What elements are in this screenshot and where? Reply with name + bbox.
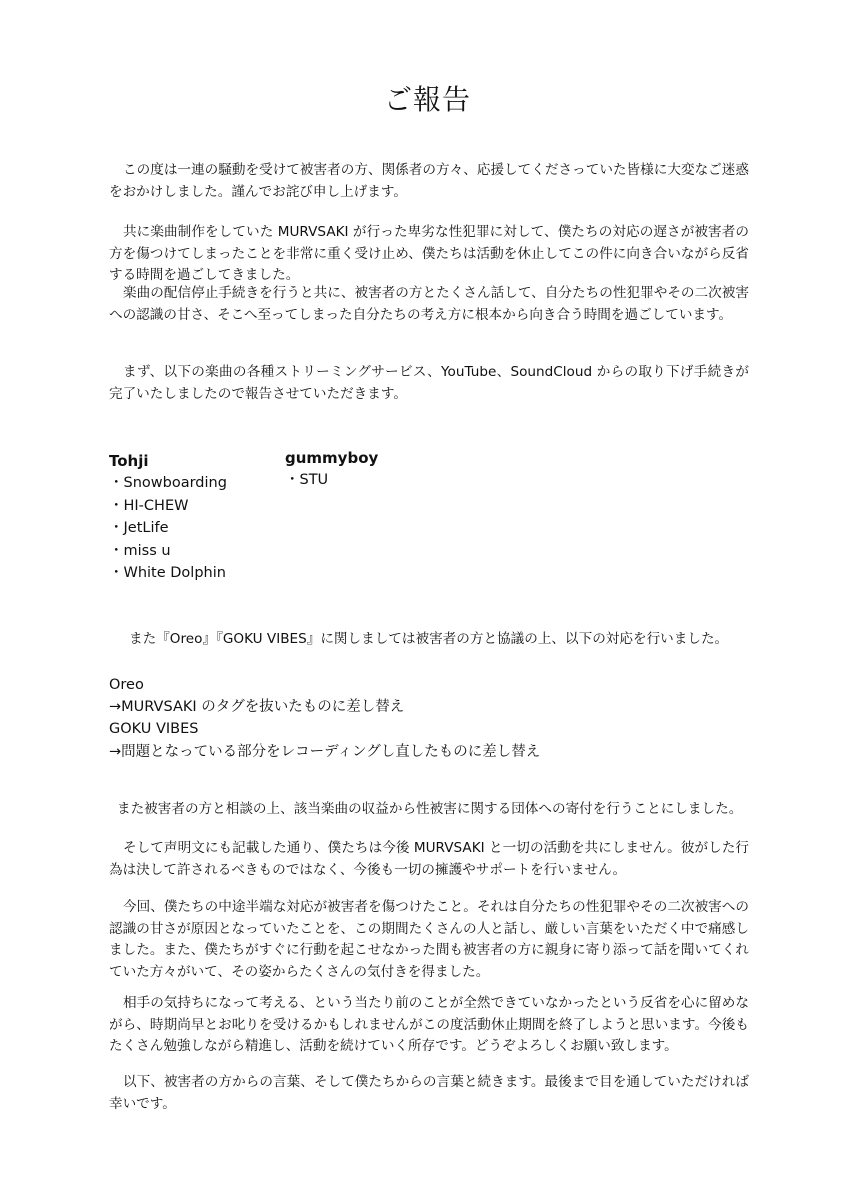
resumption-paragraph: 相手の気持ちになって考える、という当たり前のことが全然できていなかったという反省を心に留めながら、時期尚早とお叱りを受けるかもしれませんがこの度活動休止期間を終了しようと思います。今後もたくさん勉強しながら精進し、活動を続けていく所存です。どうぞよろしくお願い致します。 (109, 995, 749, 1055)
list-item: ・White Dolphin (109, 565, 226, 581)
list-item: ・HI-CHEW (109, 497, 189, 514)
apology-paragraph: この度は一連の騒動を受けて被害者の方、関係者の方々、応援してくださっていた皆様に大変なご迷惑をおかけしました。謹んでお詫び申し上げます。 (109, 162, 749, 200)
realization-paragraph: 今回、僕たちの中途半端な対応が被害者を傷つけたこと。それは自分たちの性犯罪やその二次被害への認識の甘さが原因となっていたことを、この期間たくさんの人と話し、厳しい言葉をいただく中で痛感しました。また、僕たちがすぐに行動を起こせなかった間も被害者の方に親身に寄り添って話を聞いてくれていた方々がいて、その姿からたくさんの気付きを得ました。 (109, 899, 749, 980)
change-line: GOKU VIBES (109, 721, 199, 738)
gummyboy-heading: gummyboy (285, 449, 379, 467)
response-paragraph: また『Oreo』『GOKU VIBES』に関しましては被害者の方と協議の上、以下の対応を行いました。 (129, 631, 729, 647)
change-line: Oreo (109, 677, 144, 693)
distribution-paragraph: 楽曲の配信停止手続きを行うと共に、被害者の方とたくさん話して、自分たちの性犯罪やその二次被害への認識の甘さ、そこへ至ってしまった自分たちの考え方に根本から向き合う時間を過ごしています。 (109, 285, 749, 323)
list-item: ・STU (285, 472, 329, 488)
gummyboy-list (285, 447, 378, 492)
reflection-paragraph: 共に楽曲制作をしていた MURVSAKI が行った卑劣な性犯罪に対して、僕たちの対応の遅さが被害者の方を傷つけてしまったことを非常に重く受け止め、僕たちは活動を休止してこの件に向き合いながら反省する時間を過ごしてきました。 (109, 224, 749, 284)
page-title: ご報告 (383, 83, 471, 116)
changes-list (109, 674, 540, 763)
tohji-list (109, 450, 227, 585)
takedown-paragraph: まず、以下の楽曲の各種ストリーミングサービス、YouTube、SoundCloud からの取り下げ手続きが完了いたしましたので報告させていただきます。 (109, 364, 749, 402)
list-item: ・JetLife (109, 520, 169, 536)
donation-paragraph: また被害者の方と相談の上、該当楽曲の収益から性被害に関する団体への寄付を行うことにしました。 (117, 801, 743, 817)
tohji-heading: Tohji (109, 452, 149, 470)
list-item: ・Snowboarding (109, 475, 227, 491)
change-line: →問題となっている部分をレコーディングし直したものに差し替え (109, 743, 541, 760)
list-item: ・miss u (109, 542, 171, 559)
closing-paragraph: 以下、被害者の方からの言葉、そして僕たちからの言葉と続きます。最後まで目を通していただければ幸いです。 (109, 1074, 749, 1112)
statement-paragraph: そして声明文にも記載した通り、僕たちは今後 MURVSAKI と一切の活動を共にしません。彼がした行為は決して許されるべきものではなく、今後も一切の擁護やサポートを行いません。 (109, 840, 749, 878)
change-line: →MURVSAKI のタグを抜いたものに差し替え (109, 699, 405, 716)
